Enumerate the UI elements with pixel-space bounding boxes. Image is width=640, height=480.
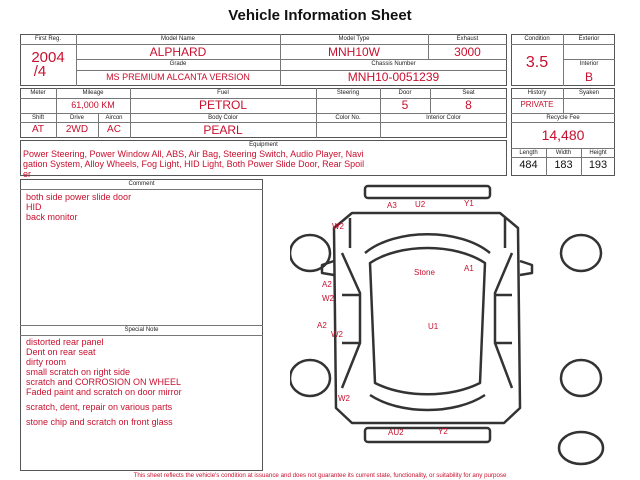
chassis-number-label: Chassis Number bbox=[371, 61, 416, 67]
condition-label: Condition bbox=[524, 36, 550, 42]
special-note-item: scratch, dent, repair on various parts bbox=[26, 402, 173, 412]
seat-label: Seat bbox=[462, 90, 475, 96]
damage-mark: A1 bbox=[464, 264, 474, 273]
damage-mark: U1 bbox=[428, 322, 439, 331]
height-label: Height bbox=[589, 150, 607, 156]
model-type-label: Model Type bbox=[338, 36, 370, 42]
exhaust-label: Exhaust bbox=[456, 36, 479, 42]
height-value: 193 bbox=[588, 159, 608, 171]
special-note-list bbox=[26, 337, 182, 427]
recycle-fee-label: Recycle Fee bbox=[546, 115, 580, 121]
interior-grade-value: B bbox=[584, 70, 593, 84]
mileage-value: 61,000 KM bbox=[71, 100, 115, 110]
special-note-item: scratch and CORROSION ON WHEEL bbox=[26, 377, 182, 387]
first-reg-year: 2004 bbox=[31, 49, 65, 66]
grade-value: MS PREMIUM ALCANTA VERSION bbox=[106, 72, 250, 82]
damage-mark: A3 bbox=[387, 201, 397, 210]
damage-mark: A2 bbox=[317, 321, 327, 330]
seat-value: 8 bbox=[465, 98, 472, 112]
comment-item: HID bbox=[26, 202, 42, 212]
comment-item: back monitor bbox=[26, 212, 78, 222]
comment-list bbox=[26, 192, 131, 222]
shift-label: Shift bbox=[31, 115, 44, 121]
special-note-item: Faded paint and scratch on door mirror bbox=[26, 387, 182, 397]
mileage-label: Mileage bbox=[82, 90, 104, 96]
width-label: Width bbox=[555, 150, 572, 156]
special-note-item: distorted rear panel bbox=[26, 337, 104, 347]
interior-label: Interior bbox=[579, 61, 599, 67]
recycle-fee-value: 14,480 bbox=[541, 127, 585, 143]
door-value: 5 bbox=[401, 98, 409, 112]
special-note-item: Dent on rear seat bbox=[26, 347, 96, 357]
damage-mark: W2 bbox=[338, 394, 350, 403]
drive-label: Drive bbox=[69, 115, 84, 121]
exterior-label: Exterior bbox=[578, 36, 600, 42]
history-value: PRIVATE bbox=[520, 100, 554, 109]
interior-color-label: Interior Color bbox=[426, 115, 461, 121]
model-name-value: ALPHARD bbox=[149, 45, 207, 59]
fuel-label: Fuel bbox=[217, 90, 229, 96]
color-no-label: Color No. bbox=[335, 115, 361, 121]
comment-label: Comment bbox=[128, 181, 155, 187]
model-name-label: Model Name bbox=[160, 36, 195, 42]
equipment-text bbox=[23, 149, 364, 179]
syaken-label: Syaken bbox=[578, 90, 599, 96]
model-type-value: MNH10W bbox=[327, 45, 380, 59]
page-title: Vehicle Information Sheet bbox=[228, 7, 412, 24]
length-value: 484 bbox=[519, 159, 538, 171]
length-label: Length bbox=[519, 150, 538, 156]
damage-mark: A2 bbox=[322, 280, 332, 289]
special-note-item: stone chip and scratch on front glass bbox=[26, 417, 173, 427]
grade-label: Grade bbox=[169, 61, 187, 67]
damage-mark: Y1 bbox=[464, 199, 474, 208]
comment-item: both side power slide door bbox=[26, 192, 132, 202]
damage-mark: W2 bbox=[322, 294, 334, 303]
damage-mark: Stone bbox=[414, 268, 435, 277]
fuel-value: PETROL bbox=[198, 98, 247, 112]
body-color-label: Body Color bbox=[208, 115, 238, 121]
exhaust-value: 3000 bbox=[454, 45, 481, 59]
width-value: 183 bbox=[554, 159, 573, 171]
special-note-label: Special Note bbox=[124, 327, 159, 333]
steering-label: Steering bbox=[336, 90, 360, 96]
damage-mark: Y2 bbox=[438, 427, 448, 436]
chassis-number-value: MNH10-0051239 bbox=[347, 70, 440, 84]
shift-value: AT bbox=[31, 124, 45, 135]
first-reg-month: /4 bbox=[33, 63, 47, 80]
drive-value: 2WD bbox=[65, 124, 89, 135]
body-color-value: PEARL bbox=[203, 123, 243, 137]
equipment-line: Power Steering, Power Window All, ABS, Air Bag, Steering Switch, Audio Player, Navi bbox=[23, 149, 364, 159]
condition-value: 3.5 bbox=[525, 54, 549, 71]
equipment-line: gation System, Alloy Wheels, Fog Light, HID Light, Both Power Slide Door, Rear Spoil bbox=[23, 159, 365, 169]
equipment-line: er bbox=[23, 169, 32, 179]
door-label: Door bbox=[398, 90, 412, 96]
damage-mark: W2 bbox=[332, 222, 344, 231]
special-note-item: dirty room bbox=[26, 357, 67, 367]
damage-mark: U2 bbox=[415, 200, 426, 209]
damage-mark: AU2 bbox=[388, 428, 404, 437]
equipment-label: Equipment bbox=[249, 142, 278, 148]
meter-label: Meter bbox=[30, 90, 46, 96]
footer-disclaimer: This sheet reflects the vehicle's condition at issuance and does not guarantee its current state, functionality, or suitability for any purpose bbox=[133, 472, 507, 479]
aircon-value: AC bbox=[107, 124, 121, 135]
special-note-item: small scratch on right side bbox=[26, 367, 131, 377]
aircon-label: Aircon bbox=[105, 115, 123, 121]
damage-mark: W2 bbox=[331, 330, 343, 339]
first-reg-label: First Reg. bbox=[34, 36, 61, 42]
history-label: History bbox=[527, 90, 547, 96]
